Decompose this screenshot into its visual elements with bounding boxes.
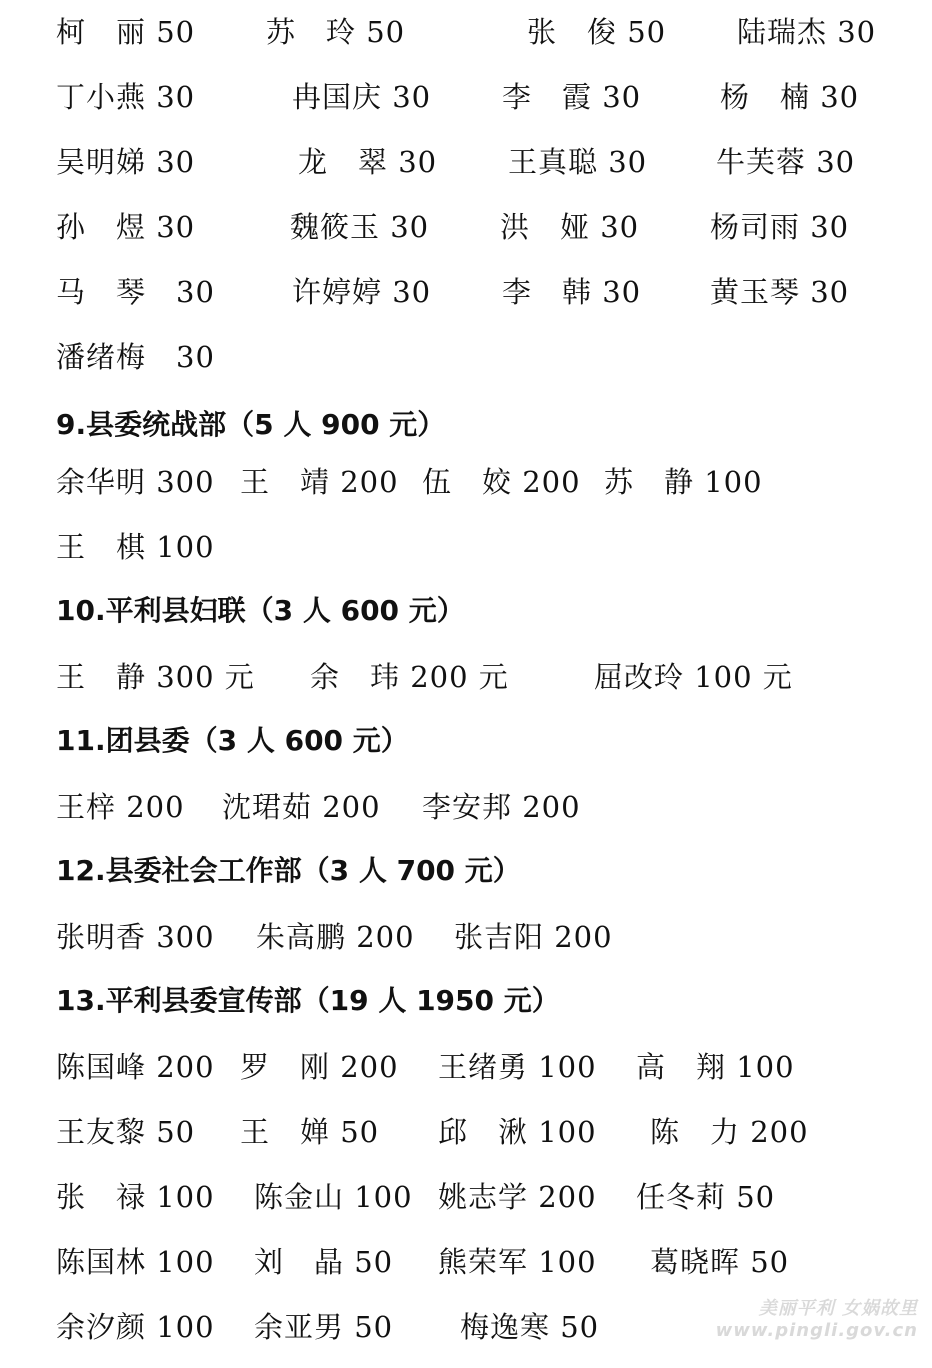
- donor-entry: 沈珺茹 200: [222, 790, 381, 824]
- donor-row: [0, 917, 932, 957]
- donor-row: [0, 207, 932, 247]
- section-heading-9: 9.县委统战部（5 人 900 元）: [56, 408, 446, 441]
- donor-row: [0, 1177, 932, 1217]
- donor-entry: 吴明娣 30: [56, 145, 196, 179]
- section-heading-10: 10.平利县妇联（3 人 600 元）: [56, 594, 465, 627]
- donor-entry: 苏 玲 50: [266, 15, 406, 49]
- donor-entry: 屈改玲 100 元: [594, 660, 793, 694]
- donor-entry: 陈金山 100: [254, 1180, 413, 1214]
- donor-entry: 李安邦 200: [422, 790, 581, 824]
- donor-entry: 朱高鹏 200: [256, 920, 415, 954]
- donor-row: [0, 1242, 932, 1282]
- watermark-url: www.pingli.gov.cn: [715, 1320, 918, 1341]
- donor-entry: 柯 丽 50: [56, 15, 196, 49]
- donor-entry: 高 翔 100: [636, 1050, 795, 1084]
- donor-entry: 邱 湫 100: [438, 1115, 597, 1149]
- donor-entry: 陈国峰 200: [56, 1050, 215, 1084]
- donor-entry: 李 韩 30: [502, 275, 642, 309]
- donor-entry: 王梓 200: [56, 790, 185, 824]
- donor-row: [0, 1112, 932, 1152]
- donor-entry: 余华明 300: [56, 465, 215, 499]
- donor-entry: 陈国林 100: [56, 1245, 215, 1279]
- donor-entry: 冉国庆 30: [292, 80, 432, 114]
- donor-row: [0, 787, 932, 827]
- donor-row: [0, 462, 932, 502]
- donor-row: [0, 272, 932, 312]
- donor-entry: 李 霞 30: [502, 80, 642, 114]
- donor-entry: 孙 煜 30: [56, 210, 196, 244]
- donor-entry: 许婷婷 30: [292, 275, 432, 309]
- donor-entry: 陆瑞杰 30: [737, 15, 877, 49]
- donor-entry: 姚志学 200: [438, 1180, 597, 1214]
- donor-entry: 潘绪梅 30: [56, 340, 215, 374]
- donor-entry: 王 靖 200: [240, 465, 399, 499]
- donor-entry: 丁小燕 30: [56, 80, 196, 114]
- donor-entry: 王 婵 50: [240, 1115, 380, 1149]
- donor-entry: 余亚男 50: [254, 1310, 394, 1344]
- donor-entry: 伍 姣 200: [422, 465, 581, 499]
- section-heading-12: 12.县委社会工作部（3 人 700 元）: [56, 854, 521, 887]
- donor-entry: 任冬莉 50: [636, 1180, 776, 1214]
- donor-entry: 王 棋 100: [56, 530, 215, 564]
- watermark-slogan: 美丽平利 女娲故里: [758, 1298, 918, 1319]
- donor-entry: 余 玮 200 元: [310, 660, 509, 694]
- donor-entry: 苏 静 100: [604, 465, 763, 499]
- donor-entry: 王真聪 30: [508, 145, 648, 179]
- site-watermark: [716, 1298, 918, 1342]
- donor-entry: 张吉阳 200: [454, 920, 613, 954]
- donor-entry: 杨 楠 30: [720, 80, 860, 114]
- donor-entry: 张 俊 50: [527, 15, 667, 49]
- donor-row: [0, 12, 932, 52]
- donor-entry: 刘 晶 50: [254, 1245, 394, 1279]
- donor-entry: 黄玉琴 30: [710, 275, 850, 309]
- donor-entry: 王绪勇 100: [438, 1050, 597, 1084]
- donor-row: [0, 142, 932, 182]
- donor-entry: 魏筱玉 30: [290, 210, 430, 244]
- donor-entry: 杨司雨 30: [710, 210, 850, 244]
- donor-entry: 洪 娅 30: [500, 210, 640, 244]
- donor-entry: 陈 力 200: [650, 1115, 809, 1149]
- donor-row: [0, 337, 932, 377]
- donor-row: [0, 527, 932, 567]
- donor-entry: 余汐颜 100: [56, 1310, 215, 1344]
- donor-entry: 马 琴 30: [56, 275, 215, 309]
- donor-entry: 牛芙蓉 30: [716, 145, 856, 179]
- section-heading-11: 11.团县委（3 人 600 元）: [56, 724, 409, 757]
- donor-entry: 龙 翠 30: [298, 145, 438, 179]
- donor-entry: 梅逸寒 50: [460, 1310, 600, 1344]
- donor-entry: 葛晓晖 50: [650, 1245, 790, 1279]
- donor-entry: 张 禄 100: [56, 1180, 215, 1214]
- donor-row: [0, 77, 932, 117]
- donor-entry: 张明香 300: [56, 920, 215, 954]
- donor-entry: 王友黎 50: [56, 1115, 196, 1149]
- donor-row: [0, 1047, 932, 1087]
- donor-row: [0, 657, 932, 697]
- donor-entry: 王 静 300 元: [56, 660, 255, 694]
- donor-entry: 熊荣军 100: [438, 1245, 597, 1279]
- section-heading-13: 13.平利县委宣传部（19 人 1950 元）: [56, 984, 560, 1017]
- donor-entry: 罗 刚 200: [240, 1050, 399, 1084]
